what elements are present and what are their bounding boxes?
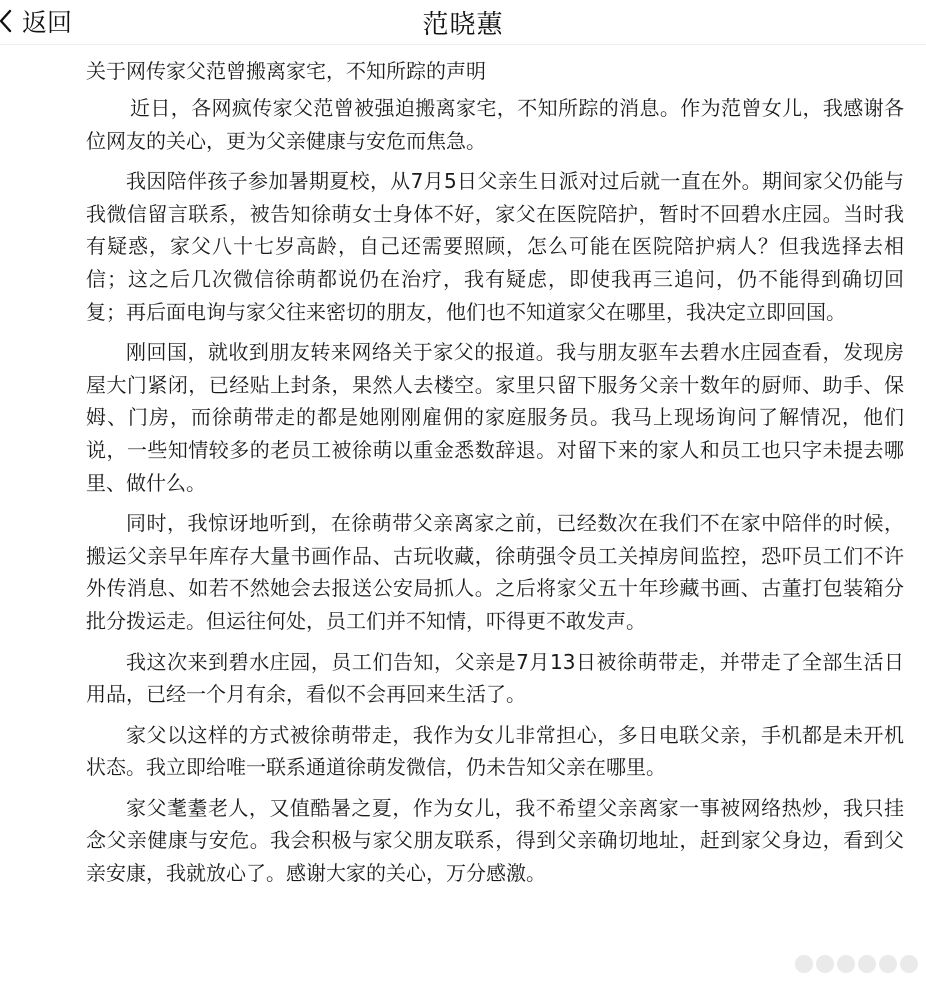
watermark-dot bbox=[879, 955, 897, 973]
article-paragraph-6: 家父以这样的方式被徐萌带走，我作为女儿非常担心，多日电联父亲，手机都是未开机状态。我立即给唯一联系通道徐萌发微信，仍未告知父亲在哪里。 bbox=[86, 722, 904, 780]
watermark-dot bbox=[900, 955, 918, 973]
back-button-label: 返回 bbox=[22, 8, 73, 37]
article-paragraph-2: 我因陪伴孩子参加暑期夏校，从7月5日父亲生日派对过后就一直在外。期间家父仍能与我微信留言联系，被告知徐萌女士身体不好，家父在医院陪护，暂时不回碧水庄园。当时我有疑惑，家父八十七岁高龄，自己还需要照顾，怎么可能在医院陪护病人？但我选择去相信；这之后几次微信徐萌都说仍在治疗，我有疑虑，即使我再三追问，仍不能得到确切回复；再后面电询与家父往来密切的朋友，他们也不知道家父在哪里，我决定立即回国。 bbox=[86, 169, 904, 324]
page-title: 范晓蕙 bbox=[422, 10, 504, 40]
article-paragraph-3: 刚回国，就收到朋友转来网络关于家父的报道。我与朋友驱车去碧水庄园查看，发现房屋大门紧闭，已经贴上封条，果然人去楼空。家里只留下服务父亲十数年的厨师、助手、保姆、门房，而徐萌带走的都是她刚刚雇佣的家庭服务员。我马上现场询问了解情况，他们说，一些知情较多的老员工被徐萌以重金悉数辞退。对留下来的家人和员工也只字未提去哪里、做什么。 bbox=[86, 340, 904, 495]
article-headline: 关于网传家父范曾搬离家宅，不知所踪的声明 bbox=[86, 59, 486, 83]
article-paragraph-5: 我这次来到碧水庄园，员工们告知，父亲是7月13日被徐萌带走，并带走了全部生活日用品，已经一个月有余，看似不会再回来生活了。 bbox=[86, 649, 904, 707]
article-paragraph-7: 家父耄耋老人，又值酷暑之夏，作为女儿，我不希望父亲离家一事被网络热炒，我只挂念父亲健康与安危。我会积极与家父朋友联系，得到父亲确切地址，赶到家父身边，看到父亲安康，我就放心了。感谢大家的关心，万分感激。 bbox=[86, 795, 904, 886]
watermark-dot bbox=[858, 955, 876, 973]
top-navigation-bar bbox=[0, 0, 926, 45]
watermark-dot bbox=[837, 955, 855, 973]
statement-article bbox=[86, 56, 904, 898]
blurred-watermark bbox=[778, 950, 918, 978]
watermark-dot bbox=[795, 955, 813, 973]
watermark-dot bbox=[816, 955, 834, 973]
article-paragraph-4: 同时，我惊讶地听到，在徐萌带父亲离家之前，已经数次在我们不在家中陪伴的时候，搬运父亲早年库存大量书画作品、古玩收藏，徐萌强令员工关掉房间监控，恐吓员工们不许外传消息、如若不然她会去报送公安局抓人。之后将家父五十年珍藏书画、古董打包装箱分批分拨运走。但运往何处，员工们并不知情，吓得更不敢发声。 bbox=[86, 511, 904, 633]
article-paragraph-1: 近日，各网疯传家父范曾被强迫搬离家宅，不知所踪的消息。作为范曾女儿，我感谢各位网友的关心，更为父亲健康与安危而焦急。 bbox=[86, 96, 904, 153]
